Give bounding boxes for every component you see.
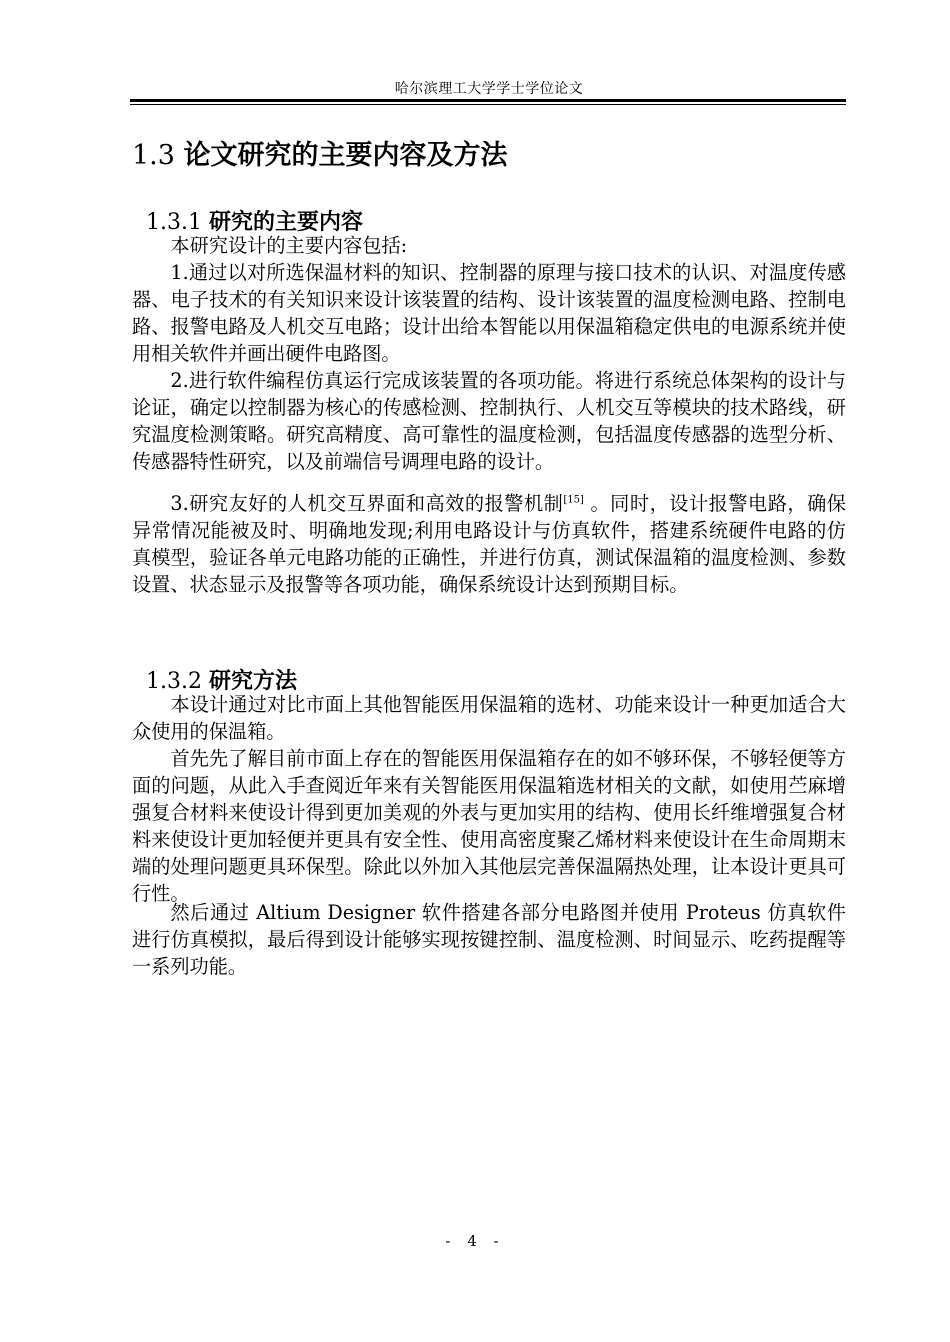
section-number: 1.3 <box>132 140 175 171</box>
paragraph: 2.进行软件编程仿真运行完成该装置的各项功能。将进行系统总体架构的设计与论证，确定以控制器为核心的传感检测、控制执行、人机交互等模块的技术路线，研究温度检测策略。研究高精度、高可靠性的温度检测，包括温度传感器的选型分析、传感器特性研究，以及前端信号调理电路的设计。 <box>132 369 846 473</box>
subsection-number: 1.3.1 <box>146 210 202 235</box>
paragraph: 本设计通过对比市面上其他智能医用保温箱的选材、功能来设计一种更加适合大众使用的保温箱。 <box>132 693 846 743</box>
subsection-title: 研究的主要内容 <box>208 210 363 235</box>
paragraph-text: 3.研究友好的人机交互界面和高效的报警机制 <box>170 492 564 515</box>
paragraph-with-citation <box>132 490 846 598</box>
paragraph: 1.通过以对所选保温材料的知识、控制器的原理与接口技术的认识、对温度传感器、电子技术的有关知识来设计该装置的结构、设计该装置的温度检测电路、控制电路、报警电路及人机交互电路；设计出给本智能以用保温箱稳定供电的电源系统并使用相关软件并画出硬件电路图。 <box>132 261 846 365</box>
paragraph: 然后通过 Altium Designer 软件搭建各部分电路图并使用 Proteus 仿真软件进行仿真模拟，最后得到设计能够实现按键控制、温度检测、时间显示、吃药提醒等一系列功能。 <box>132 901 846 978</box>
header-rule-thin <box>130 104 846 105</box>
citation-ref: [15] <box>563 494 584 506</box>
subsection-number: 1.3.2 <box>146 669 202 694</box>
paragraph-text: 。同时，设计报警电路，确保异常情况能被及时、明确地发现;利用电路设计与仿真软件，搭建系统硬件电路的仿真模型，验证各单元电路功能的正确性，并进行仿真，测试保温箱的温度检测、参数设置、状态显示及报警等各项功能，确保系统设计达到预期目标。 <box>132 492 846 596</box>
section-heading <box>132 133 508 172</box>
page-number: - 4 - <box>445 1232 505 1250</box>
header-rule-thick <box>130 99 846 102</box>
subsection-title: 研究方法 <box>208 669 297 694</box>
paragraph: 首先先了解目前市面上存在的智能医用保温箱存在的如不够环保，不够轻便等方面的问题，从此入手查阅近年来有关智能医用保温箱选材相关的文献，如使用苎麻增强复合材料来使设计得到更加美观的外表与更加实用的结构、使用长纤维增强复合材料来使设计更加轻便并更具有安全性、使用高密度聚乙烯材料来使设计在生命周期末端的处理问题更具环保型。除此以外加入其他层完善保温隔热处理，让本设计更具可行性。 <box>132 747 846 905</box>
paragraph: 本研究设计的主要内容包括: <box>170 234 408 257</box>
section-title: 论文研究的主要内容及方法 <box>183 140 508 171</box>
running-header: 哈尔滨理工大学学士学位论文 <box>394 81 584 97</box>
